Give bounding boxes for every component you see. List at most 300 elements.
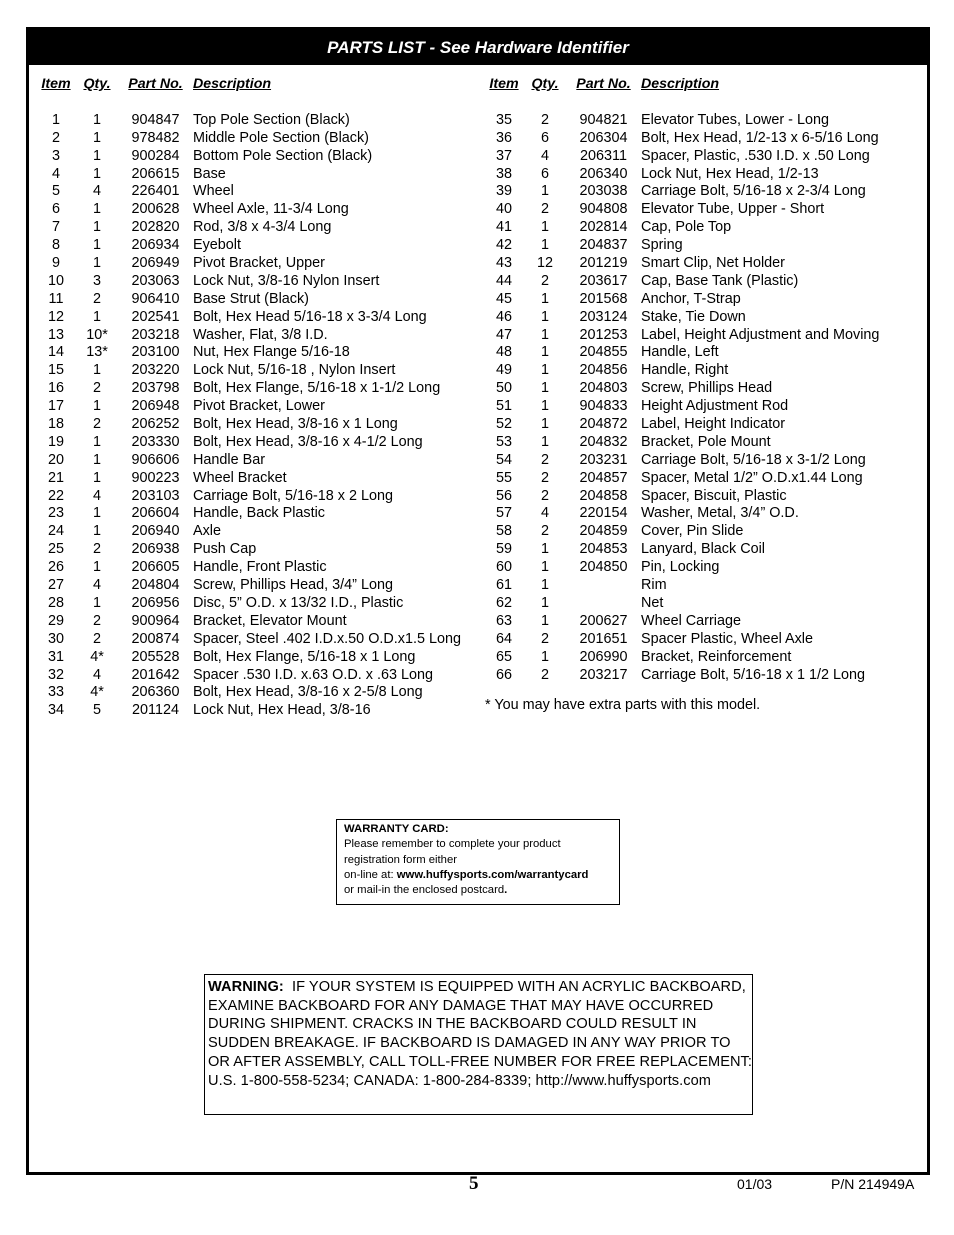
table-row <box>36 148 461 166</box>
table-row <box>36 183 461 201</box>
part-number: 220154 <box>579 505 628 522</box>
description: Carriage Bolt, 5/16-18 x 1 1/2 Long <box>641 666 865 683</box>
part-number: 204853 <box>579 541 628 558</box>
part-number: 206604 <box>131 505 180 522</box>
quantity: 2 <box>540 666 549 683</box>
description: Elevator Tubes, Lower - Long <box>641 111 829 128</box>
table-header <box>36 76 461 94</box>
description: Carriage Bolt, 5/16-18 x 2-3/4 Long <box>641 183 866 200</box>
item-number: 29 <box>47 612 64 629</box>
table-row <box>36 702 461 720</box>
description: Handle, Back Plastic <box>193 505 325 522</box>
quantity: 1 <box>92 147 101 164</box>
item-number: 5 <box>51 183 60 200</box>
quantity: 2 <box>540 630 549 647</box>
part-number: 204803 <box>579 380 628 397</box>
item-number: 24 <box>47 523 64 540</box>
quantity: 1 <box>92 523 101 540</box>
part-number: 904808 <box>579 201 628 218</box>
part-number: 904833 <box>579 398 628 415</box>
table-row <box>36 344 461 362</box>
table-row <box>484 148 879 166</box>
part-number: 206252 <box>131 416 180 433</box>
part-number-label: P/N 214949A <box>831 1176 915 1192</box>
table-body <box>36 112 461 720</box>
acrylic-warning-box <box>204 974 753 1115</box>
table-row <box>484 452 879 470</box>
part-number: 204832 <box>579 433 628 450</box>
table-body <box>484 112 879 685</box>
part-number: 206340 <box>579 165 628 182</box>
description: Bracket, Pole Mount <box>641 433 771 450</box>
extra-parts-note: * You may have extra parts with this model. <box>485 697 761 713</box>
part-number: 202820 <box>131 219 180 236</box>
warning-label: WARNING: <box>208 979 284 995</box>
warranty-url-link[interactable]: www.huffysports.com/warrantycard <box>396 868 589 881</box>
table-row <box>484 505 879 523</box>
item-number: 54 <box>495 451 512 468</box>
quantity: 1 <box>540 183 549 200</box>
table-row <box>484 470 879 488</box>
description: Bolt, Hex Head, 3/8-16 x 4-1/2 Long <box>193 433 423 450</box>
quantity: 1 <box>540 308 549 325</box>
quantity: 2 <box>540 487 549 504</box>
table-row <box>36 541 461 559</box>
description: Bolt, Hex Flange, 5/16-18 x 1-1/2 Long <box>193 380 441 397</box>
table-row <box>36 684 461 702</box>
table-row <box>484 434 879 452</box>
quantity: 1 <box>540 541 549 558</box>
description: Bolt, Hex Flange, 5/16-18 x 1 Long <box>193 648 416 665</box>
part-number: 200627 <box>579 612 628 629</box>
table-row <box>36 452 461 470</box>
item-number: 51 <box>495 398 512 415</box>
description: Pivot Bracket, Upper <box>193 255 325 272</box>
item-number: 26 <box>47 559 64 576</box>
description: Disc, 5” O.D. x 13/32 I.D., Plastic <box>193 594 404 611</box>
quantity: 1 <box>540 237 549 254</box>
header-qty: Qty. <box>83 76 111 92</box>
description: Label, Height Indicator <box>641 416 785 433</box>
quantity: 1 <box>540 398 549 415</box>
warning-contact: U.S. 1-800-558-5234; CANADA: 1-800-284-8339; http://www.huffysports.com <box>208 1072 711 1089</box>
item-number: 56 <box>495 487 512 504</box>
part-number: 203063 <box>131 272 180 289</box>
item-number: 39 <box>495 183 512 200</box>
table-row <box>484 541 879 559</box>
description: Lanyard, Black Coil <box>641 541 765 558</box>
table-row <box>36 631 461 649</box>
part-number: 906606 <box>131 451 180 468</box>
part-number: 204850 <box>579 559 628 576</box>
table-row <box>484 344 879 362</box>
part-number: 206615 <box>131 165 180 182</box>
item-number: 21 <box>47 469 64 486</box>
description: Screw, Phillips Head <box>641 380 773 397</box>
part-number: 206990 <box>579 648 628 665</box>
part-number: 203218 <box>131 326 180 343</box>
description: Bracket, Reinforcement <box>641 648 792 665</box>
quantity: 2 <box>540 469 549 486</box>
description: Screw, Phillips Head, 3/4” Long <box>193 577 393 594</box>
description: Cap, Base Tank (Plastic) <box>641 272 799 289</box>
page-number: 5 <box>469 1173 479 1194</box>
table-row <box>36 130 461 148</box>
item-number: 66 <box>495 666 512 683</box>
description: Rod, 3/8 x 4-3/4 Long <box>193 219 332 236</box>
quantity: 2 <box>540 272 549 289</box>
table-row <box>484 649 879 667</box>
part-number: 206934 <box>131 237 180 254</box>
warning-body: IF YOUR SYSTEM IS EQUIPPED WITH AN ACRYLIC BACKBOARD, EXAMINE BACKBOARD FOR ANY DAMAGE THAT MAY HAVE OCCURRED DURING SHIPMENT. CRACKS IN THE BACKBOARD COULD RESULT IN SUDDEN BREAKAGE. IF BACKBOARD IS DAMAGED IN ANY WAY PRIOR TO OR AFTER ASSEMBLY, CALL TOLL-FREE NUMBER FOR FREE REPLACEMENT: <box>208 979 753 1070</box>
warranty-line: or mail-in the enclosed postcard <box>344 884 505 897</box>
quantity: 2 <box>92 541 101 558</box>
item-number: 3 <box>51 147 60 164</box>
table-row <box>36 255 461 273</box>
quantity: 2 <box>92 612 101 629</box>
description: Handle, Front Plastic <box>193 559 327 576</box>
table-row <box>36 219 461 237</box>
item-number: 31 <box>47 648 64 665</box>
item-number: 25 <box>47 541 64 558</box>
table-row <box>484 291 879 309</box>
part-number: 904847 <box>131 111 180 128</box>
description: Spacer, Steel .402 I.D.x.50 O.D.x1.5 Long <box>193 630 461 647</box>
description: Smart Clip, Net Holder <box>641 255 785 272</box>
quantity: 4 <box>92 666 101 683</box>
table-row <box>36 577 461 595</box>
part-number: 201219 <box>579 255 628 272</box>
part-number: 900223 <box>131 469 180 486</box>
description: Elevator Tube, Upper - Short <box>641 201 825 218</box>
header-description: Description <box>641 76 720 92</box>
part-number <box>566 577 641 595</box>
header-description: Description <box>193 76 272 92</box>
quantity: 1 <box>92 237 101 254</box>
part-number: 205528 <box>131 648 180 665</box>
header-qty: Qty. <box>531 76 559 92</box>
item-number: 22 <box>47 487 64 504</box>
table-row <box>484 613 879 631</box>
part-number: 201651 <box>579 630 628 647</box>
quantity: 1 <box>540 344 549 361</box>
part-number: 200628 <box>131 201 180 218</box>
item-number: 11 <box>48 290 64 307</box>
table-row <box>36 595 461 613</box>
quantity: 1 <box>92 308 101 325</box>
quantity: 2 <box>92 630 101 647</box>
item-number: 49 <box>495 362 512 379</box>
item-number: 44 <box>495 272 512 289</box>
part-number: 900284 <box>131 147 180 164</box>
item-number: 33 <box>47 684 64 701</box>
quantity: 4 <box>92 183 101 200</box>
description: Spacer, Biscuit, Plastic <box>641 487 787 504</box>
description: Spacer .530 I.D. x.63 O.D. x .63 Long <box>193 666 433 683</box>
part-number: 202541 <box>131 308 180 325</box>
item-number: 35 <box>495 111 512 128</box>
quantity: 1 <box>540 433 549 450</box>
part-number: 204859 <box>579 523 628 540</box>
item-number: 8 <box>51 237 60 254</box>
part-number: 201642 <box>131 666 180 683</box>
description: Height Adjustment Rod <box>641 398 789 415</box>
quantity: 10* <box>86 326 108 343</box>
quantity: 1 <box>92 362 101 379</box>
quantity: 1 <box>92 433 101 450</box>
table-row <box>484 667 879 685</box>
part-number: 226401 <box>131 183 180 200</box>
quantity: 2 <box>540 111 549 128</box>
parts-list-frame <box>26 27 930 1175</box>
quantity: 2 <box>540 201 549 218</box>
quantity: 1 <box>92 201 101 218</box>
table-row <box>36 523 461 541</box>
item-number: 13 <box>47 326 64 343</box>
quantity: 2 <box>92 416 101 433</box>
table-row <box>484 201 879 219</box>
description: Pivot Bracket, Lower <box>193 398 325 415</box>
table-row <box>36 291 461 309</box>
part-number: 202814 <box>579 219 628 236</box>
item-number: 19 <box>47 433 64 450</box>
item-number: 27 <box>47 577 64 594</box>
part-number: 203100 <box>131 344 180 361</box>
item-number: 4 <box>51 165 60 182</box>
quantity: 1 <box>92 129 101 146</box>
table-row <box>36 416 461 434</box>
table-row <box>484 577 879 595</box>
item-number: 30 <box>47 630 64 647</box>
description: Spring <box>641 237 683 254</box>
description: Base <box>193 165 226 182</box>
warranty-line: Please remember to complete your product <box>344 838 561 851</box>
description: Wheel Carriage <box>641 612 741 629</box>
item-number: 61 <box>495 577 512 594</box>
item-number: 40 <box>495 201 512 218</box>
table-row <box>484 416 879 434</box>
table-row <box>484 398 879 416</box>
table-row <box>484 183 879 201</box>
table-row <box>36 398 461 416</box>
description: Wheel Axle, 11-3/4 Long <box>193 201 349 218</box>
item-number: 58 <box>495 523 512 540</box>
item-number: 53 <box>495 433 512 450</box>
table-row <box>36 434 461 452</box>
part-number: 206949 <box>131 255 180 272</box>
description: Bolt, Hex Head 5/16-18 x 3-3/4 Long <box>193 308 427 325</box>
quantity: 1 <box>92 255 101 272</box>
part-number: 206948 <box>131 398 180 415</box>
description: Cap, Pole Top <box>641 219 732 236</box>
quantity: 1 <box>540 612 549 629</box>
description: Push Cap <box>193 541 257 558</box>
description: Cover, Pin Slide <box>641 523 744 540</box>
item-number: 42 <box>495 237 512 254</box>
quantity: 13* <box>86 344 108 361</box>
part-number: 204804 <box>131 577 180 594</box>
description: Lock Nut, 3/8-16 Nylon Insert <box>193 272 380 289</box>
item-number: 20 <box>47 451 64 468</box>
item-number: 1 <box>51 111 60 128</box>
page-title: PARTS LIST - See Hardware Identifier <box>29 30 927 65</box>
item-number: 18 <box>47 416 64 433</box>
table-row <box>36 380 461 398</box>
quantity: 1 <box>540 290 549 307</box>
description: Lock Nut, 5/16-18 , Nylon Insert <box>193 362 396 379</box>
description: Wheel <box>193 183 234 200</box>
item-number: 23 <box>47 505 64 522</box>
part-number: 204837 <box>579 237 628 254</box>
revision-date: 01/03 <box>737 1176 773 1192</box>
table-row <box>484 237 879 255</box>
item-number: 47 <box>495 326 512 343</box>
table-row <box>484 362 879 380</box>
part-number: 203330 <box>131 433 180 450</box>
part-number: 200874 <box>131 630 180 647</box>
part-number: 204855 <box>579 344 628 361</box>
description: Bolt, Hex Head, 1/2-13 x 6-5/16 Long <box>641 129 879 146</box>
item-number: 52 <box>495 416 512 433</box>
quantity: 2 <box>92 380 101 397</box>
quantity: 4 <box>540 505 549 522</box>
item-number: 12 <box>47 308 64 325</box>
part-number: 206360 <box>131 684 180 701</box>
part-number: 204856 <box>579 362 628 379</box>
item-number: 2 <box>51 129 60 146</box>
part-number: 203617 <box>579 272 628 289</box>
description: Spacer Plastic, Wheel Axle <box>641 630 813 647</box>
item-number: 41 <box>495 219 512 236</box>
description: Stake, Tie Down <box>641 308 746 325</box>
quantity: 1 <box>540 648 549 665</box>
quantity: 1 <box>540 594 549 611</box>
parts-table-left <box>36 76 461 720</box>
description: Net <box>641 594 664 611</box>
part-number: 904821 <box>579 111 628 128</box>
quantity: 1 <box>540 362 549 379</box>
item-number: 57 <box>495 505 512 522</box>
quantity: 1 <box>92 398 101 415</box>
quantity: 1 <box>92 505 101 522</box>
item-number: 10 <box>47 272 64 289</box>
description: Label, Height Adjustment and Moving <box>641 326 880 343</box>
item-number: 7 <box>51 219 60 236</box>
quantity: 4 <box>92 487 101 504</box>
quantity: 4 <box>92 577 101 594</box>
part-number: 978482 <box>131 129 180 146</box>
table-row <box>484 273 879 291</box>
item-number: 62 <box>495 594 512 611</box>
item-number: 28 <box>47 594 64 611</box>
part-number <box>566 595 641 613</box>
description: Lock Nut, Hex Head, 3/8-16 <box>193 702 371 719</box>
description: Eyebolt <box>193 237 241 254</box>
item-number: 65 <box>495 648 512 665</box>
table-row <box>36 488 461 506</box>
description: Carriage Bolt, 5/16-18 x 2 Long <box>193 487 393 504</box>
table-row <box>36 362 461 380</box>
header-part-no: Part No. <box>576 76 631 92</box>
quantity: 1 <box>540 559 549 576</box>
item-number: 6 <box>51 201 60 218</box>
table-row <box>484 219 879 237</box>
item-number: 32 <box>47 666 64 683</box>
quantity: 1 <box>92 165 101 182</box>
warranty-line: registration form either <box>344 853 458 866</box>
part-number: 203231 <box>579 451 628 468</box>
part-number: 206304 <box>579 129 628 146</box>
table-row <box>484 523 879 541</box>
part-number: 203103 <box>131 487 180 504</box>
quantity: 1 <box>540 219 549 236</box>
item-number: 38 <box>495 165 512 182</box>
table-row <box>36 649 461 667</box>
item-number: 14 <box>47 344 64 361</box>
quantity: 4 <box>540 147 549 164</box>
item-number: 17 <box>47 398 64 415</box>
item-number: 45 <box>495 290 512 307</box>
description: Wheel Bracket <box>193 469 287 486</box>
quantity: 1 <box>540 416 549 433</box>
table-row <box>484 112 879 130</box>
header-part-no: Part No. <box>128 76 183 92</box>
item-number: 37 <box>495 147 512 164</box>
description: Spacer, Plastic, .530 I.D. x .50 Long <box>641 147 870 164</box>
description: Carriage Bolt, 5/16-18 x 3-1/2 Long <box>641 451 866 468</box>
table-row <box>36 237 461 255</box>
part-number: 203798 <box>131 380 180 397</box>
table-row <box>36 327 461 345</box>
quantity: 5 <box>92 702 101 719</box>
table-row <box>36 273 461 291</box>
part-number: 203038 <box>579 183 628 200</box>
description: Washer, Metal, 3/4” O.D. <box>641 505 799 522</box>
table-row <box>36 309 461 327</box>
part-number: 206605 <box>131 559 180 576</box>
description: Bolt, Hex Head, 3/8-16 x 2-5/8 Long <box>193 684 423 701</box>
description: Nut, Hex Flange 5/16-18 <box>193 344 350 361</box>
item-number: 64 <box>495 630 512 647</box>
part-number: 201253 <box>579 326 628 343</box>
table-row <box>36 470 461 488</box>
table-row <box>484 559 879 577</box>
item-number: 16 <box>47 380 64 397</box>
table-row <box>484 631 879 649</box>
part-number: 203217 <box>579 666 628 683</box>
quantity: 2 <box>540 451 549 468</box>
description: Top Pole Section (Black) <box>193 111 350 128</box>
table-row <box>36 559 461 577</box>
part-number: 206311 <box>580 147 627 164</box>
table-row <box>36 505 461 523</box>
parts-table-right <box>484 76 879 684</box>
quantity: 6 <box>540 165 549 182</box>
part-number: 204857 <box>579 469 628 486</box>
table-row <box>484 166 879 184</box>
table-row <box>36 201 461 219</box>
description: Spacer, Metal 1/2” O.D.x1.44 Long <box>641 469 863 486</box>
table-row <box>484 380 879 398</box>
quantity: 4* <box>90 684 104 701</box>
item-number: 9 <box>51 255 60 272</box>
quantity: 1 <box>540 577 549 594</box>
description: Rim <box>641 577 667 594</box>
description: Washer, Flat, 3/8 I.D. <box>193 326 328 343</box>
item-number: 63 <box>495 612 512 629</box>
item-number: 60 <box>495 559 512 576</box>
quantity: 12 <box>536 255 553 272</box>
